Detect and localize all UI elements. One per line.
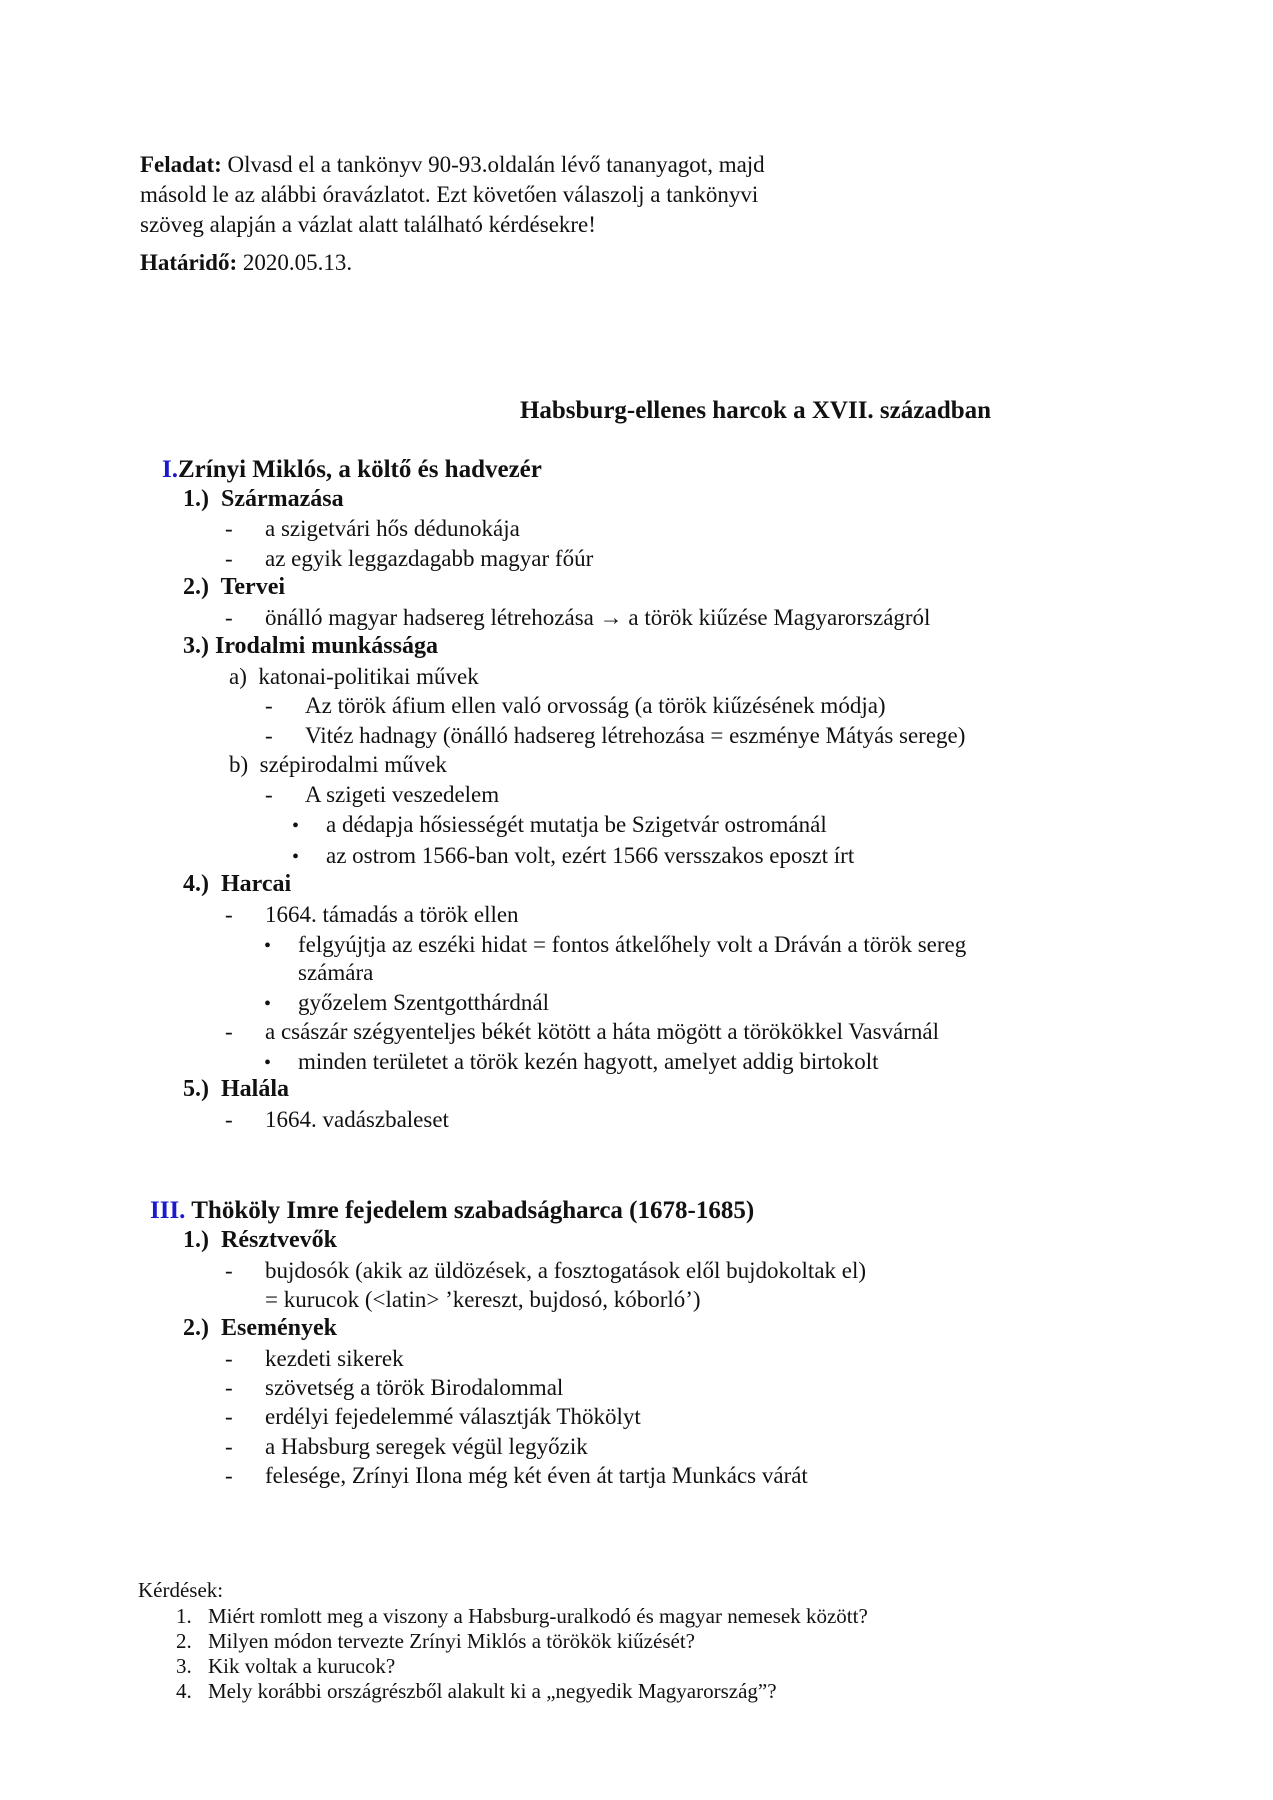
subheading: 3.) Irodalmi munkássága — [183, 633, 438, 659]
questions-label: Kérdések: — [138, 1578, 224, 1602]
question-item: 1. Miért romlott meg a viszony a Habsburg-uralkodó és magyar nemesek között? — [176, 1604, 868, 1628]
subheading: 4.) Harcai — [183, 871, 292, 897]
sub-list-label: a) katonai-politikai művek — [229, 664, 479, 689]
list-item: - felesége, Zrínyi Ilona még két éven át tartja Munkács várát — [225, 1463, 808, 1488]
list-item: - Vitéz hadnagy (önálló hadsereg létrehozása = eszménye Mátyás serege) — [265, 723, 966, 748]
sub-list-label: b) szépirodalmi művek — [229, 752, 447, 777]
list-item: - Az török áfium ellen való orvosság (a török kiűzésének módja) — [265, 693, 886, 718]
list-item: - 1664. támadás a török ellen — [225, 902, 519, 927]
task-text: másold le az alábbi óravázlatot. Ezt követően válaszolj a tankönyvi — [140, 182, 759, 207]
list-item: - kezdeti sikerek — [225, 1346, 404, 1371]
subheading: 1.) Résztvevők — [183, 1227, 337, 1253]
roman-numeral: I. — [162, 456, 178, 483]
deadline-value: 2020.05.13. — [237, 250, 353, 275]
section-heading: III. Thököly Imre fejedelem szabadságharca (1678-1685) — [150, 1197, 755, 1224]
questions-list — [176, 1604, 868, 1704]
task-intro — [140, 150, 765, 278]
task-label: Feladat: — [140, 152, 222, 177]
bullet-item: • a dédapja hősiességét mutatja be Szigetvár ostrománál — [292, 812, 827, 837]
list-item: - a szigetvári hős dédunokája — [225, 516, 520, 541]
list-item: - szövetség a török Birodalommal — [225, 1375, 564, 1400]
list-continuation: = kurucok (<latin> ’kereszt, bujdosó, kóborló’) — [265, 1287, 701, 1312]
roman-numeral: III. — [150, 1197, 186, 1224]
list-item: - 1664. vadászbaleset — [225, 1107, 449, 1132]
document-title: Habsburg-ellenes harcok a XVII. században — [519, 397, 992, 424]
bullet-item: • minden területet a török kezén hagyott, amelyet addig birtokolt — [264, 1049, 879, 1074]
question-item: 2. Milyen módon tervezte Zrínyi Miklós a törökök kiűzését? — [176, 1629, 695, 1653]
subheading: 2.) Tervei — [183, 574, 286, 600]
bullet-item: • győzelem Szentgotthárdnál — [264, 990, 550, 1015]
task-text: Olvasd el a tankönyv 90-93.oldalán lévő tananyagot, majd — [221, 152, 765, 177]
list-item: - erdélyi fejedelemmé választják Thökölyt — [225, 1404, 641, 1429]
bullet-item: • felgyújtja az eszéki hidat = fontos átkelőhely volt a Dráván a török sereg — [264, 932, 967, 957]
subheading: 1.) Származása — [183, 486, 344, 512]
question-item: 3. Kik voltak a kurucok? — [176, 1654, 396, 1678]
section-heading: I.Zrínyi Miklós, a költő és hadvezér — [162, 456, 542, 483]
list-item: - az egyik leggazdagabb magyar főúr — [225, 546, 594, 571]
list-item: - a császár szégyenteljes békét kötött a háta mögött a törökökkel Vasvárnál — [225, 1019, 940, 1044]
list-item: - önálló magyar hadsereg létrehozása → a török kiűzése Magyarországról — [225, 605, 931, 630]
subheading: 5.) Halála — [183, 1076, 290, 1102]
task-text: szöveg alapján a vázlat alatt található kérdésekre! — [140, 212, 596, 237]
subheading: 2.) Események — [183, 1315, 337, 1341]
bullet-continuation: számára — [298, 960, 374, 985]
list-item: - bujdosók (akik az üldözések, a fosztogatások elől bujdokoltak el) — [225, 1258, 867, 1283]
bullet-item: • az ostrom 1566-ban volt, ezért 1566 versszakos eposzt írt — [292, 843, 855, 868]
list-item: - A szigeti veszedelem — [265, 782, 500, 807]
list-item: - a Habsburg seregek végül legyőzik — [225, 1434, 588, 1459]
deadline-label: Határidő: — [140, 250, 238, 275]
question-item: 4. Mely korábbi országrészből alakult ki a „negyedik Magyarország”? — [176, 1679, 777, 1703]
